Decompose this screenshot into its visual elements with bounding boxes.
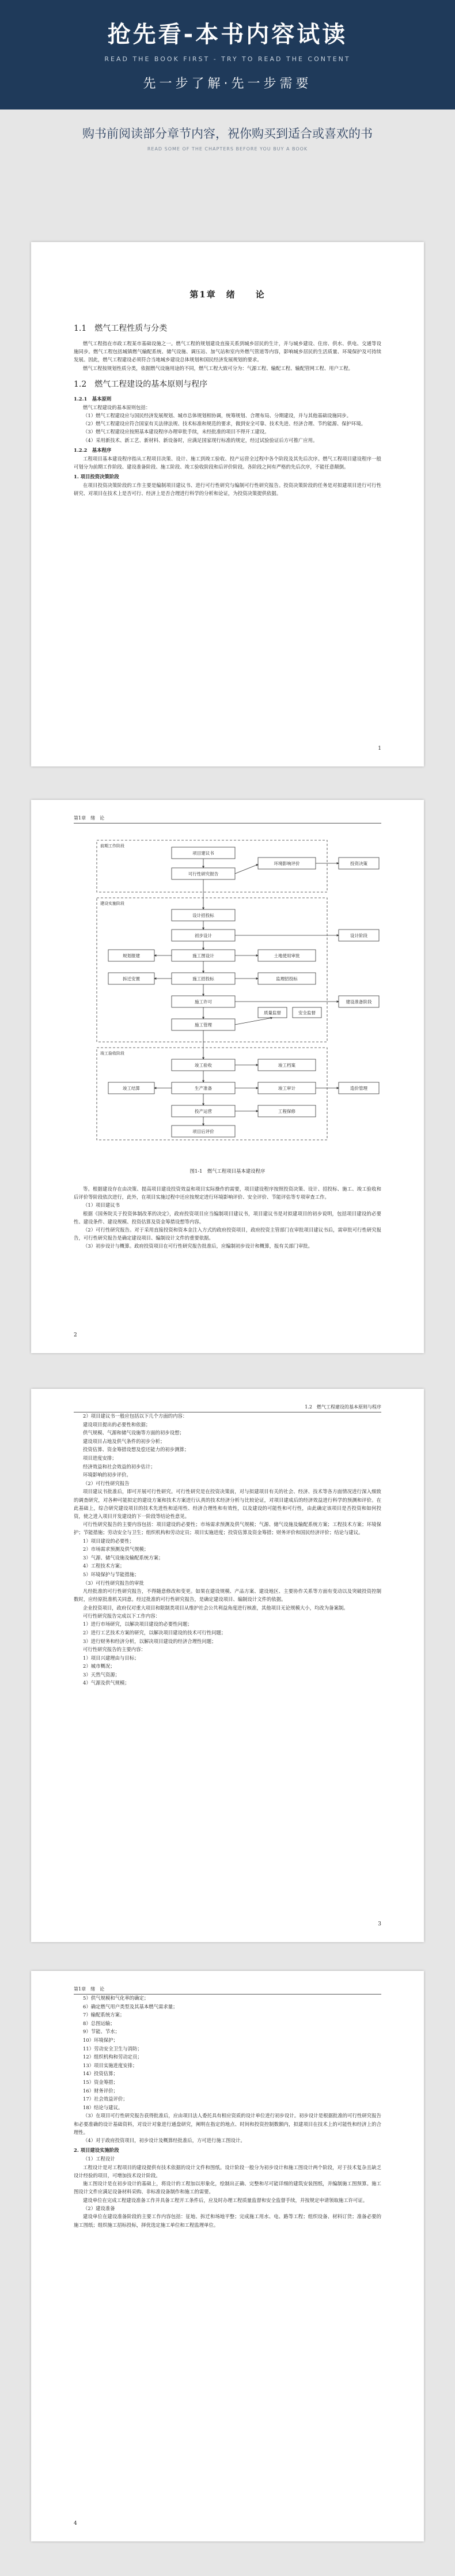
text-line: 7）输配系统方案； (83, 2012, 125, 2018)
flow-label: 质量监督 (264, 1010, 281, 1015)
flow-label: 土地使用审批 (274, 953, 300, 958)
book-page-3 (31, 1389, 424, 1942)
flow-label: 施工招投标 (192, 976, 214, 981)
text-line: 1）项目建设的必要性； (83, 1538, 135, 1544)
text-line: 2）项目建议书一般应包括以下几个方面的内容： (83, 1413, 188, 1419)
flow-label: 投资决策 (350, 861, 367, 866)
section-heading: 1.1 燃气工程性质与分类 (74, 324, 168, 333)
banner-subtitle: READ THE BOOK FIRST - TRY TO READ THE CONTENT (104, 55, 351, 63)
flow-label: 竣工档案 (278, 1063, 295, 1068)
text-line: 4）气源及供气规模； (83, 1680, 130, 1686)
stage-label: 建设实施阶段 (100, 901, 124, 906)
text-line: 5）供气规模和气化率的确定； (83, 1995, 149, 2001)
flow-label: 工程保修 (278, 1109, 295, 1114)
figure-caption: 图1-1 燃气工程项目基本建设程序 (189, 1168, 266, 1174)
paragraph: 燃气工程建设的基本原则包括： (83, 404, 151, 410)
flow-label: 竣工结算 (123, 1086, 140, 1091)
text-line: 2）进行工艺技术方案的研究，以解决项目建设的技术可行性问题； (83, 1629, 226, 1636)
text-line: 17）社会效益评价； (83, 2096, 128, 2102)
paragraph: （2）可行性研究报告。对于采用直接投资和资本金注入方式的政府投资项目，政府投资主管部门在审批项目建议书后，需审批可行性研究报告，可行性研究报告是确定建设项目、编制设计文件的重要依据。 (74, 1227, 381, 1241)
subsection-heading: 1.2.2 基本程序 (74, 447, 112, 453)
paragraph: 凡经批准的可行性研究报告，不得随意修改和变更。如果在建设规模、产品方案、建设地区、主要协作关系等方面有变动以及突破投资控制数时，应经原批准机关同意。经过批准的可行性研究报告，是确定建设项目、编制设计文件的依据。 (74, 1588, 381, 1603)
flow-label: 生产准备 (195, 1086, 212, 1091)
text-line: 5）环境保护与节能措施； (83, 1571, 139, 1577)
paragraph: 根据《国务院关于投资体制改革的决定》，政府投资项目应当编制项目建议书，项目建议书是对拟建项目的初步说明，包括项目建设的必要性、建设条件、建设规模、投资估算及资金筹措设想等内容。 (74, 1210, 381, 1225)
text-line: （3）可行性研究报告的审批 (83, 1580, 144, 1586)
flow-label: 安全监督 (298, 1010, 316, 1015)
flow-label: 设计阶段 (350, 933, 367, 938)
flow-label: 施工许可 (195, 999, 212, 1004)
flow-label: 造价管理 (350, 1086, 367, 1091)
text-line: 18）结论与建议。 (83, 2104, 123, 2110)
flow-label: 初步设计 (195, 933, 212, 938)
banner-slogan: 先一步了解·先一步需要 (143, 77, 312, 91)
text-line: 3）气源、储气设施及输配系统方案； (83, 1554, 164, 1561)
text-line: 11）劳动安全卫生与消防； (83, 2045, 142, 2052)
text-line: （2）可行性研究报告 (83, 1480, 130, 1486)
text-line: 1）进行市场研究，以解决项目建设的必要性问题； (83, 1621, 192, 1627)
text-line: 16）财务评价； (83, 2087, 118, 2094)
text-line: 12）组织机构和劳动定员； (83, 2054, 142, 2060)
flow-label: 施工管理 (195, 1022, 212, 1028)
flow-label: 项目后评价 (192, 1129, 214, 1134)
text-line: 经济效益和社会效益的初步估计； (83, 1463, 156, 1470)
book-page-4 (31, 1971, 424, 2541)
text-line: 1）项目兴建理由与目标； (83, 1655, 139, 1661)
paragraph: 可行性研究报告的主要内容包括：项目建设的必要性；市场需求预测及供气规模；气源、储气设施及输配系统方案；工程技术方案；环境保护；节能措施；劳动安全与卫生；组织机构和劳动定员；项目实施进度；投资估算及资金筹措；财务评价和国民经济评价；结论与建议。 (74, 1521, 381, 1536)
text-line: 建设项目占地及供气条件的初步分析； (83, 1438, 165, 1444)
text-line: 6）确定燃气用户类型及其基本燃气需求量； (83, 2003, 178, 2010)
text-line: 项目进度安排； (83, 1455, 117, 1461)
text-line: 建设项目提出的必要性和依据； (83, 1421, 151, 1427)
text-line: 15）资金筹措； (83, 2079, 118, 2085)
text-line: 环境影响的初步评价。 (83, 1472, 131, 1478)
intro-strip (0, 109, 455, 179)
paragraph: 在项目投资决策阶段的工作主要是编制项目建议书、进行可行性研究与编制可行性研究报告。投资决策阶段的任务是对拟建项目进行可行性研究、对项目在技术上是否可行、经济上是否合理进行科学的分析和论证，为投资决策提供依据。 (74, 482, 381, 497)
list-item: （1）燃气工程建设应与国民经济发展规划、城市总体规划相协调，统筹规划、合理布局、分期建设，并与其他基础设施同步。 (83, 413, 351, 419)
text-line: 9）节能、节水； (83, 2029, 120, 2035)
text-line: 8）总图运输； (83, 2020, 115, 2026)
running-head: 第1章 绪 论 (74, 1986, 381, 1995)
flow-label: 投产运营 (195, 1109, 212, 1114)
running-head: 1.2 燃气工程建设的基本原则与程序 (74, 1404, 381, 1412)
chapter-title: 第1章 绪 论 (189, 289, 266, 300)
item-heading: 2. 项目建设实施阶段 (74, 2147, 119, 2154)
paragraph: 建设单位在完成工程建设准备工作并具备工程开工条件后，应及时办理工程质量监督和安全监督手续，并按规定申请领取施工许可证。 (83, 2197, 368, 2203)
text-line: 13）项目实施进度安排； (83, 2062, 138, 2068)
section-heading: 1.2 燃气工程建设的基本原则与程序 (74, 379, 208, 389)
flow-label: 竣工审计 (278, 1086, 295, 1091)
intro-text: 购书前阅读部分章节内容，祝你购买到适合或喜欢的书 (82, 127, 373, 141)
flow-label: 规划报建 (123, 953, 140, 958)
text-line: （2）建设准备 (83, 2205, 115, 2211)
paragraph: 建设单位在建设准备阶段的主要工作内容包括：征地、拆迁和场地平整；完成施工用水、电、路等工程；组织设备、材料订货；准备必要的施工图纸；组织施工招标投标，择优选定施工单位和工程监理单位。 (74, 2214, 381, 2228)
text-line: 10）环境保护； (83, 2037, 118, 2043)
page-number: 1 (378, 746, 381, 751)
text-line: （1）工程设计 (83, 2156, 115, 2162)
stage-label: 前期工作阶段 (100, 844, 124, 848)
paragraph: 工程项目基本建设程序指从工程项目决策、设计、施工到竣工验收、投产运营全过程中各个阶段及其先后次序。燃气工程项目建设程序一般可划分为前期工作阶段、建设准备阶段、施工阶段、竣工验收阶段和后评价阶段。各阶段之间有严格的先后次序，不能任意颠倒。 (74, 455, 381, 470)
flow-label: 竣工验收 (195, 1063, 212, 1068)
text-line: 供气规模、气源和储气设施等方面的初步设想； (83, 1430, 184, 1436)
page-number: 3 (378, 1921, 381, 1927)
book-page-2 (31, 800, 424, 1353)
running-head: 第1章 绪 论 (74, 815, 381, 824)
paragraph: 燃气工程指在市政工程某市基础设施之一。燃气工程的规划建设直接关系到城乡居民的生计，并与城乡建设、住房、供水、供电、交通等设施同步。燃气工程包括城镇燃气输配系统、储气设施、调压站、加气站和室内外燃气管道等内容，影响城乡居民的生活质量、环境保护及可持续发展。因此，燃气工程建设必须符合当地城乡建设总体规划和国民经济发展规划的要求。 (74, 341, 381, 363)
flow-label: 可行性研究报告 (188, 871, 219, 877)
paragraph: 施工图设计是在初步设计的基础上，将设计的工程加以形象化，绘制出正确、完整和尽可能详细的建筑安装图纸，并编制施工图预算。施工图设计文件应满足设备材料采购、非标准设备制作和施工的需要。 (74, 2181, 381, 2195)
text-line: 2）市场需求预测及供气规模； (83, 1546, 149, 1553)
paragraph: （1）项目建议书 (83, 1202, 120, 1208)
flow-label: 施工图设计 (192, 953, 214, 958)
item-heading: 1. 项目投资决策阶段 (74, 474, 119, 480)
text-line: 2）城市概况； (83, 1663, 115, 1670)
list-item: （2）燃气工程建设应符合国家有关法律法规、技术标准和规范的要求，做到安全可靠、技术先进、经济合理、节约能源、保护环境。 (83, 421, 366, 427)
top-banner (0, 0, 455, 109)
text-line: 可行性研究报告的主要内容： (83, 1646, 146, 1653)
page-number: 4 (74, 2521, 77, 2526)
paragraph: （4）对于政府投资项目，初步设计及概算经批准后，方可进行施工图设计。 (83, 2137, 245, 2143)
intro-text-en: READ SOME OF THE CHAPTERS BEFORE YOU BUY A BOOK (147, 146, 308, 152)
paragraph: 燃气工程按规划性质分类，依据燃气设施用途的不同，燃气工程大致可分为：气源工程、输配工程、输配管网工程、用户工程。 (83, 365, 353, 371)
page-number: 2 (74, 1332, 77, 1338)
book-page-1 (31, 242, 424, 766)
text-line: 3）进行财务和经济分析，以解决项目建设的经济合理性问题； (83, 1638, 217, 1644)
construction-procedure-flowchart (74, 834, 381, 1157)
text-line: 投资估算、资金筹措设想及偿还能力的初步测算； (83, 1446, 189, 1453)
flow-label: 项目建议书 (192, 851, 214, 856)
paragraph: 等。根据建设存在由决策、提高项目建设投资效益和项目实际操作的需要，项目建设程序按照投资决策、设计、招投标、施工、竣工验收和后评价等阶段依次进行，此外，在项目实施过程中还应按规定进行环境影响评价、安全评价、节能评估等专项审查工作。 (74, 1186, 381, 1200)
flow-label: 拆迁安置 (123, 976, 140, 981)
text-line: 可行性研究报告完成以下工作内容： (83, 1612, 160, 1619)
text-line: 3）天然气资源； (83, 1671, 120, 1678)
banner-title: 抢先看-本书内容试读 (107, 21, 348, 48)
subsection-heading: 1.2.1 基本原则 (74, 395, 112, 402)
list-item: （4）采用新技术、新工艺、新材料、新设备时，应满足国家现行标准的规定，经过试验验证后方可推广应用。 (83, 437, 318, 443)
stage-label: 竣工验收阶段 (100, 1051, 124, 1056)
paragraph: 项目建议书批准后，即可开展可行性研究。可行性研究是在投资决策前，对与拟建项目有关的社会、经济、技术等各方面情况进行深入细致的调查研究，对各种可能拟定的建设方案和技术方案进行认真的技术经济分析与比较论证，对项目建成后的经济效益进行科学的预测和评价。在此基础上，综合研究建设项目的技术先进性和适用性、经济合理性和有效性，以及建设的可能性和可行性，由此确定该项目是否投资和如何投资，使之进入项目开发建设的下一阶段等结论性意见。 (74, 1489, 381, 1519)
paragraph: 企业投资项目，政府仅对重大项目和限制类项目从维护社会公共利益角度进行核准，其他项目无论规模大小，均改为备案制。 (83, 1604, 348, 1611)
flow-label: 建设准备阶段 (346, 999, 372, 1004)
text-line: 4）工程技术方案； (83, 1563, 125, 1569)
paragraph: 工程设计是对工程项目的建设提供有技术依据的设计文件和图纸。设计阶段一般分为初步设计和施工图设计两个阶段，对于技术复杂且缺乏设计经验的项目，可增加技术设计阶段。 (74, 2164, 381, 2178)
flow-label: 环境影响评价 (274, 861, 300, 866)
paragraph: （3）初步设计与概算。政府投资项目在可行性研究报告批准后，应编制初步设计和概算，报有关部门审批。 (83, 1243, 313, 1249)
list-item: （3）燃气工程建设应按照基本建设程序办理审批手续，未经批准的项目不得开工建设。 (83, 429, 270, 435)
flow-label: 监理招投标 (276, 976, 298, 981)
text-line: 14）投资估算； (83, 2071, 118, 2077)
paragraph: （3）在项目可行性研究报告获得批准后，应由项目法人委托具有相应资质的设计单位进行初步设计。初步设计是根据批准的可行性研究报告和必要准确的设计基础资料，对设计对象进行通盘研究，阐明在指定的地点、时间和投资控制数额内，拟建项目在技术上的可能性和经济上的合理性。 (74, 2113, 381, 2135)
flow-label: 设计招投标 (192, 913, 214, 918)
